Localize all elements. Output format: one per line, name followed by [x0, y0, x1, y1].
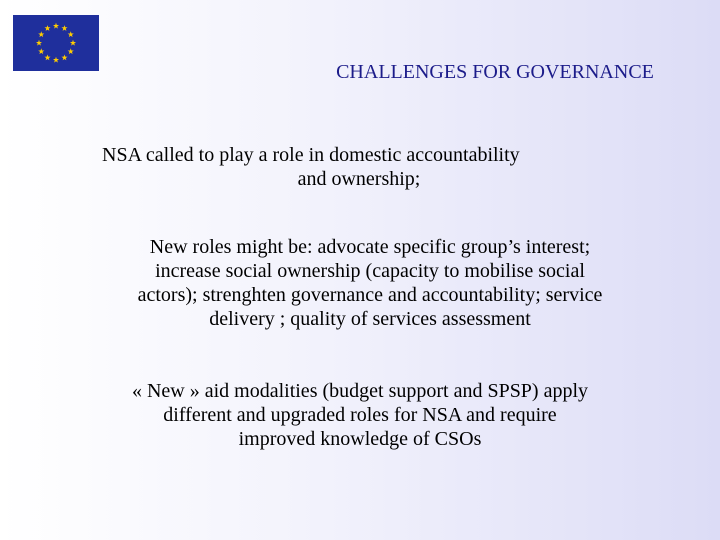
star-icon [44, 25, 50, 31]
star-icon [44, 55, 50, 61]
text-line: delivery ; quality of services assessment [209, 308, 531, 330]
star-icon [53, 23, 59, 29]
text-line: increase social ownership (capacity to mobilise social [155, 260, 585, 282]
star-icon [38, 31, 44, 37]
star-icon [68, 31, 74, 37]
slide-title: CHALLENGES FOR GOVERNANCE [336, 61, 654, 83]
star-icon [38, 48, 44, 54]
paragraph-new-roles [70, 235, 670, 331]
text-line: actors); strenghten governance and accountability; service [137, 284, 603, 306]
star-icon [61, 55, 67, 61]
text-line: different and upgraded roles for NSA and require [163, 404, 557, 426]
star-icon [68, 48, 74, 54]
text-line: New roles might be: advocate specific group’s interest; [149, 236, 591, 258]
star-icon [36, 40, 42, 46]
paragraph-domestic-accountability [90, 143, 620, 191]
eu-flag-icon [13, 15, 99, 71]
text-line: NSA called to play a role in domestic accountability [102, 144, 520, 166]
star-icon [53, 57, 59, 63]
paragraph-aid-modalities [60, 379, 660, 451]
text-line: improved knowledge of CSOs [238, 428, 482, 450]
text-line: and ownership; [297, 168, 421, 190]
star-icon [70, 40, 76, 46]
text-line: « New » aid modalities (budget support and SPSP) apply [131, 380, 589, 402]
star-icon [61, 25, 67, 31]
